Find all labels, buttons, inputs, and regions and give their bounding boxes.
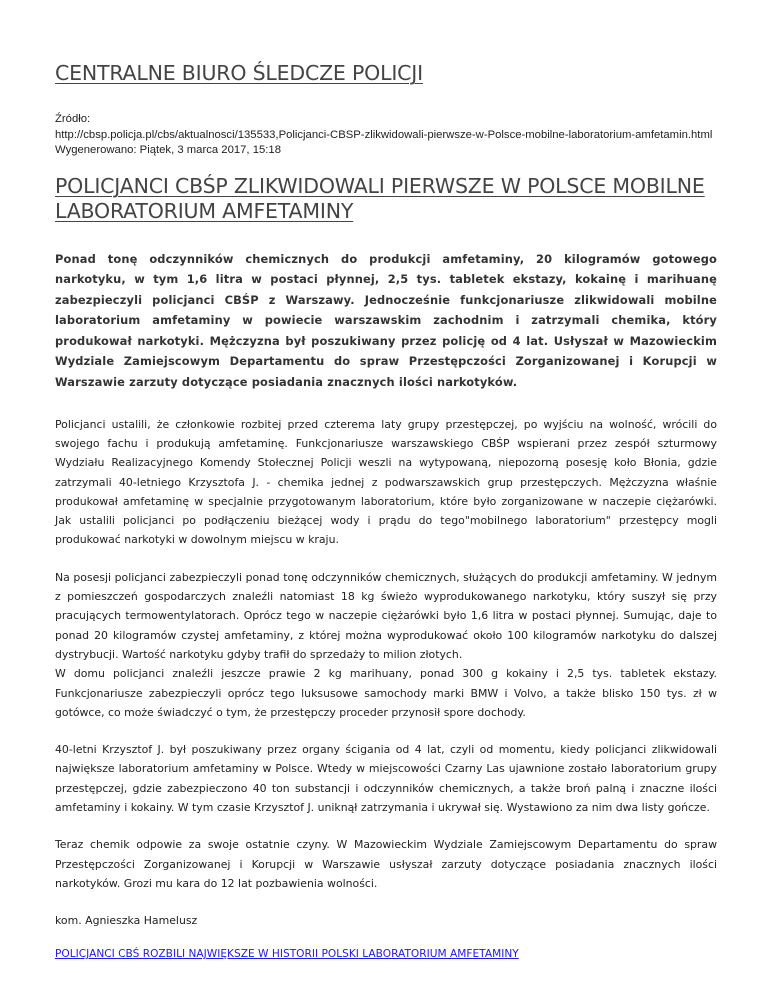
article-paragraph-4: 40-letni Krzysztof J. był poszukiwany przez organy ścigania od 4 lat, czyli od momentu, kiedy policjanci zlikwidowali największe laboratorium amfetaminy w Polsce. Wtedy w miejscowości Czarny Las ujawnione zostało laboratorium grupy przestępczej, gdzie zabezpieczono 40 ton substancji i odczynników chemicznych, a także broń palną i znaczne ilości amfetaminy i kokainy. W tym czasie Krzysztof J. uniknął zatrzymania i ukrywał się. Wystawiono za nim dwa listy gończe. bbox=[55, 743, 717, 814]
article-paragraph-1: Policjanci ustalili, że członkowie rozbitej przed czterema laty grupy przestępczej, po wyjściu na wolność, wrócili do swojego fachu i produkują amfetaminę. Funkcjonariusze warszawskiego CBŚP wspierani przez zespół szturmowy Wydziału Realizacyjnego Komendy Stołecznej Policji weszli na wytypowaną, niepozorną posesję koło Błonia, gdzie zatrzymali 40-letniego Krzysztofa J. - chemika jednej z podwarszawskich grup przestępczych. Mężczyzna właśnie produkował amfetaminę w specjalnie przygotowanym laboratorium, które było zorganizowane w naczepie ciężarówki. Jak ustalili policjanci po podłączeniu bieżącej wody i prądu do tego"mobilnego laboratorium" przestępcy mogli produkować narkotyki w dowolnym miejscu w kraju. bbox=[55, 417, 717, 547]
generated-timestamp: Wygenerowano: Piątek, 3 marca 2017, 15:18 bbox=[55, 144, 281, 156]
document-meta bbox=[55, 112, 717, 159]
article-paragraph-3: W domu policjanci znaleźli jeszcze prawie 2 kg marihuany, ponad 300 g kokainy i 2,5 tys. tabletek ekstazy. Funkcjonariusze zabezpieczyli oprócz tego luksusowe samochody marki BMW i Volvo, a także blisko 150 tys. zł w gotówce, co może świadczyć o tym, że przestępczy proceder przynosił spore dochody. bbox=[55, 667, 717, 719]
source-label: Źródło: bbox=[55, 113, 91, 125]
source-url: http://cbsp.policja.pl/cbs/aktualnosci/135533,Policjanci-CBSP-zlikwidowali-pierwsze-w-Polsce-mobilne-laboratorium-amfetamin.html bbox=[55, 128, 713, 141]
article-lead: Ponad tonę odczynników chemicznych do produkcji amfetaminy, 20 kilogramów gotowego narkotyku, w tym 1,6 litra w postaci płynnej, 2,5 tys. tabletek ekstazy, kokainę i marihuanę zabezpieczyli policjanci CBŚP z Warszawy. Jednocześnie funkcjonariusze zlikwidowali mobilne laboratorium amfetaminy w powiecie warszawskim zachodnim i zatrzymali chemika, który produkował narkotyki. Mężczyzna był poszukiwany przez policję od 4 lat. Usłyszał w Mazowieckim Wydziale Zamiejscowym Departamentu do spraw Przestępczości Zorganizowanej i Korupcji w Warszawie zarzuty dotyczące posiadania znacznych ilości narkotyków. bbox=[55, 251, 717, 390]
article-paragraph-2: Na posesji policjanci zabezpieczyli ponad tonę odczynników chemicznych, służących do produkcji amfetaminy. W jednym z pomieszczeń gospodarczych znaleźli natomiast 18 kg świeżo wyprodukowanego narkotyku, który suszył się przy pracujących termowentylatorach. Oprócz tego w naczepie ciężarówki było 1,6 litra w postaci płynnej. Sumując, daje to ponad 20 kilogramów czystej amfetaminy, z której można wyprodukować około 100 kilogramów narkotyku do dalszej dystrybucji. Wartość narkotyku gdyby trafił do sprzedaży to milion złotych. bbox=[55, 570, 717, 661]
author-signature: kom. Agnieszka Hamelusz bbox=[55, 914, 198, 928]
document-page bbox=[55, 58, 717, 962]
site-title: CENTRALNE BIURO ŚLEDCZE POLICJI bbox=[55, 61, 423, 85]
article-paragraph-5: Teraz chemik odpowie za swoje ostatnie czyny. W Mazowieckim Wydziale Zamiejscowym Departamentu do spraw Przestępczości Zorganizowanej i Korupcji w Warszawie usłyszał zarzuty dotyczące posiadania znacznych ilości narkotyków. Grozi mu kara do 12 lat pozbawienia wolności. bbox=[55, 838, 717, 890]
related-article-link[interactable]: POLICJANCI CBŚ ROZBILI NAJWIĘKSZE W HISTORII POLSKI LABORATORIUM AMFETAMINY bbox=[55, 948, 519, 961]
article-title: POLICJANCI CBŚP ZLIKWIDOWALI PIERWSZE W POLSCE MOBILNE LABORATORIUM AMFETAMINY bbox=[55, 173, 705, 223]
